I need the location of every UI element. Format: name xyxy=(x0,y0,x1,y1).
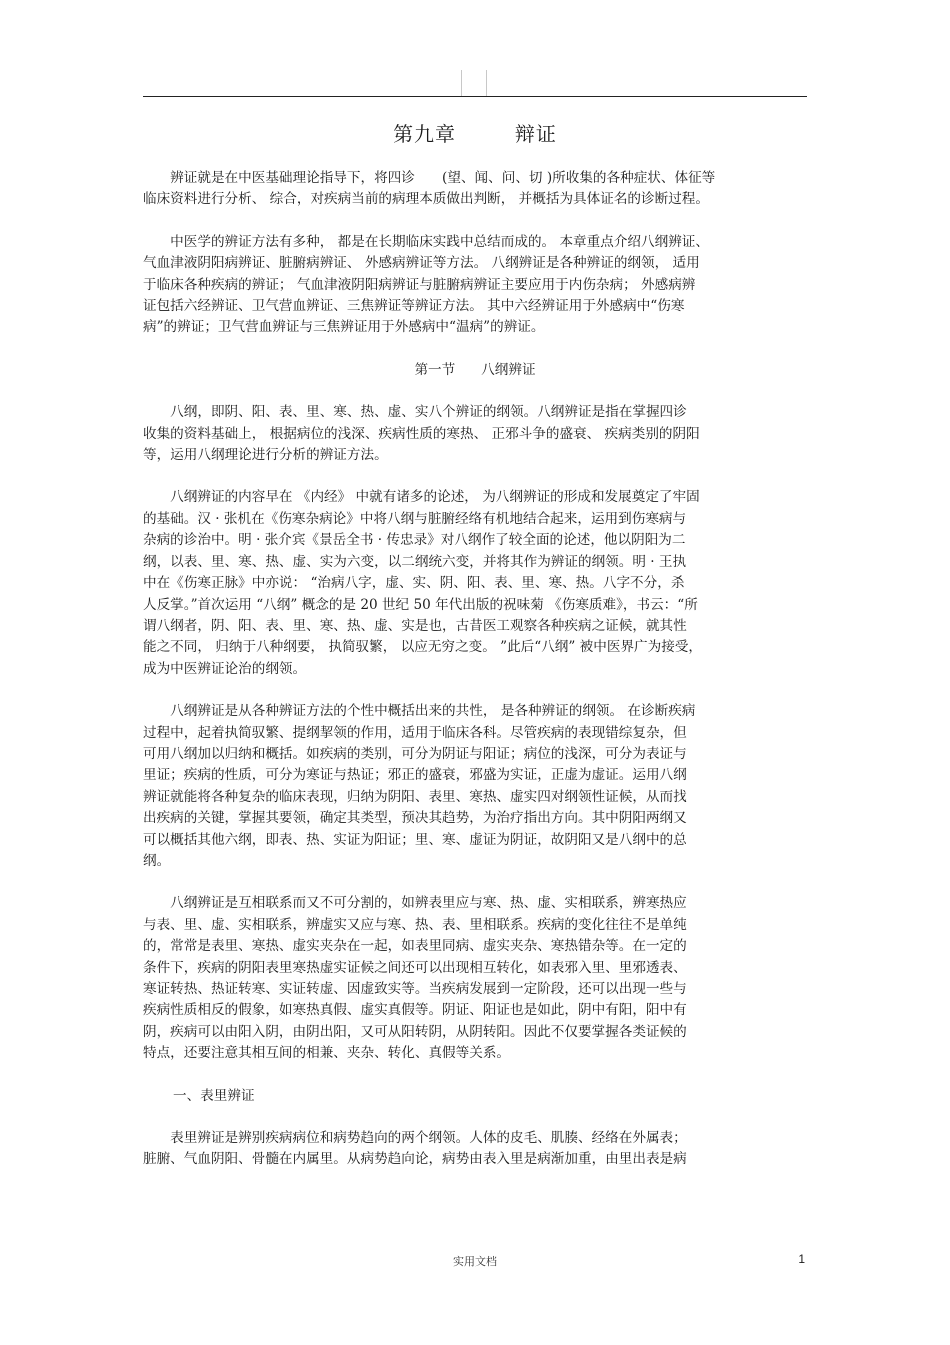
text-line: 里证；疾病的性质，可分为寒证与热证；邪正的盛衰，邪盛为实证，正虚为虚证。运用八纲 xyxy=(143,767,687,784)
paragraph xyxy=(143,1128,807,1171)
paragraph xyxy=(143,701,807,872)
page-number: 1 xyxy=(798,1252,805,1266)
text-line: 中医学的辨证方法有多种， 都是在长期临床实践中总结而成的。 本章重点介绍八纲辨证、 xyxy=(143,233,709,250)
text-line: 辨证就是在中医基础理论指导下，将四诊 (望、闻、问、切 )所收集的各种症状、体征等 xyxy=(143,170,716,186)
text-line: 成为中医辨证论治的纲领。 xyxy=(143,660,307,677)
text-line: 中在《伤寒正脉》中亦说： “治病八字，虚、实、阴、阳、表、里、寒、热。八字不分，杀 xyxy=(143,575,685,592)
text-line: 杂病的诊治中。明 · 张介宾《景岳全书 · 传忠录》对八纲作了较全面的论述，他以阴阳为二 xyxy=(143,532,686,549)
subsection-1-body xyxy=(143,1128,807,1171)
text-line: 纲，以表、里、寒、热、虚、实为六变，以二纲统六变，并将其作为辨证的纲领。明 · 王执 xyxy=(143,553,687,570)
document-body xyxy=(143,168,807,1171)
text-line: 临床资料进行分析、 综合，对疾病当前的病理本质做出判断， 并概括为具体证名的诊断过程。 xyxy=(143,191,709,208)
text-line: 于临床各种疾病的辨证； 气血津液阴阳病辨证与脏腑病辨证主要应用于内伤杂病； 外感病辨 xyxy=(143,276,696,293)
paragraph xyxy=(143,168,807,211)
text-line: 等，运用八纲理论进行分析的辨证方法。 xyxy=(143,447,388,464)
text-line: 八纲辨证的内容早在 《内经》 中就有诸多的论述， 为八纲辨证的形成和发展奠定了牢固 xyxy=(143,489,700,506)
header-rule xyxy=(143,96,807,97)
paragraph xyxy=(143,232,807,339)
text-line: 纲。 xyxy=(143,852,171,869)
text-line: 证包括六经辨证、卫气营血辨证、三焦辨证等辨证方法。 其中六经辨证用于外感病中“伤寒 xyxy=(143,298,685,315)
text-line: 阴，疾病可以由阳入阴，由阴出阳，又可从阳转阴，从阴转阳。因此不仅要掌握各类证候的 xyxy=(143,1023,687,1040)
text-line: 可用八纲加以归纳和概括。如疾病的类别，可分为阴证与阳证；病位的浅深，可分为表证与 xyxy=(143,745,687,762)
text-line: 表里辨证是辨别疾病病位和病势趋向的两个纲领。人体的皮毛、肌腠、经络在外属表； xyxy=(143,1130,687,1147)
text-line: 气血津液阴阳病辨证、脏腑病辨证、 外感病辨证等方法。 八纲辨证是各种辨证的纲领， 适用 xyxy=(143,255,700,272)
text-line: 八纲，即阴、阳、表、里、寒、热、虚、实八个辨证的纲领。八纲辨证是指在掌握四诊 xyxy=(143,404,687,421)
text-line: 八纲辨证是互相联系而又不可分割的，如辨表里应与寒、热、虚、实相联系，辨寒热应 xyxy=(143,895,687,912)
header-mark xyxy=(461,70,487,96)
text-line: 过程中，起着执简驭繁、提纲挈领的作用，适用于临床各科。尽管疾病的表现错综复杂，但 xyxy=(143,724,687,741)
paragraph xyxy=(143,402,807,466)
text-line: 能之不同， 归纳于八种纲要， 执简驭繁， 以应无穷之变。 ”此后“八纲” 被中医界广为接受， xyxy=(143,639,703,656)
paragraph xyxy=(143,487,807,680)
text-line: 八纲辨证是从各种辨证方法的个性中概括出来的共性， 是各种辨证的纲领。 在诊断疾病 xyxy=(143,703,696,720)
chapter-title: 第九章 辩证 xyxy=(393,122,557,146)
text-line: 与表、里、虚、实相联系，辨虚实又应与寒、热、表、里相联系。疾病的变化往往不是单纯 xyxy=(143,916,687,933)
text-line: 的基础。汉 · 张机在《伤寒杂病论》中将八纲与脏腑经络有机地结合起来，运用到伤寒病与 xyxy=(143,510,687,527)
text-line: 特点，还要注意其相互间的相兼、夹杂、转化、真假等关系。 xyxy=(143,1045,511,1062)
section-title: 第一节 八纲辨证 xyxy=(414,361,536,378)
text-line: 的，常常是表里、寒热、虚实夹杂在一起，如表里同病、虚实夹杂、寒热错杂等。在一定的 xyxy=(143,938,687,955)
text-line: 辨证就能将各种复杂的临床表现，归纳为阴阳、表里、寒热、虚实四对纲领性证候，从而找 xyxy=(143,788,687,805)
text-line: 疾病性质相反的假象，如寒热真假、虚实真假等。阴证、阳证也是如此，阴中有阳，阳中有 xyxy=(143,1002,687,1019)
intro-section xyxy=(143,168,807,339)
text-line: 谓八纲者，阴、阳、表、里、寒、热、虚、实是也，古昔医工观察各种疾病之证候，就其性 xyxy=(143,617,687,634)
footer-text: 实用文档 xyxy=(453,1255,497,1268)
paragraph xyxy=(143,893,807,1064)
text-line: 人反掌。”首次运用 “八纲” 概念的是 20 世纪 50 年代出版的祝味菊 《伤寒质难》，书云：“所 xyxy=(143,596,698,613)
text-line: 条件下，疾病的阴阳表里寒热虚实证候之间还可以出现相互转化，如表邪入里、里邪透表、 xyxy=(143,959,687,976)
text-line: 脏腑、气血阴阳、骨髓在内属里。从病势趋向论，病势由表入里是病渐加重，由里出表是病 xyxy=(143,1151,687,1168)
text-line: 可以概括其他六纲，即表、热、实证为阳证；里、寒、虚证为阴证，故阴阳又是八纲中的总 xyxy=(143,831,687,848)
text-line: 收集的资料基础上， 根据病位的浅深、疾病性质的寒热、 正邪斗争的盛衰、 疾病类别的阴阳 xyxy=(143,425,700,442)
text-line: 寒证转热、热证转寒、实证转虚、因虚致实等。当疾病发展到一定阶段，还可以出现一些与 xyxy=(143,981,687,997)
section-1-body xyxy=(143,402,807,1064)
text-line: 病”的辨证；卫气营血辨证与三焦辨证用于外感病中“温病”的辨证。 xyxy=(143,319,545,336)
subsection-title: 一、表里辨证 xyxy=(173,1087,255,1104)
text-line: 出疾病的关键，掌握其要领，确定其类型，预决其趋势，为治疗指出方向。其中阴阳两纲又 xyxy=(143,810,687,827)
